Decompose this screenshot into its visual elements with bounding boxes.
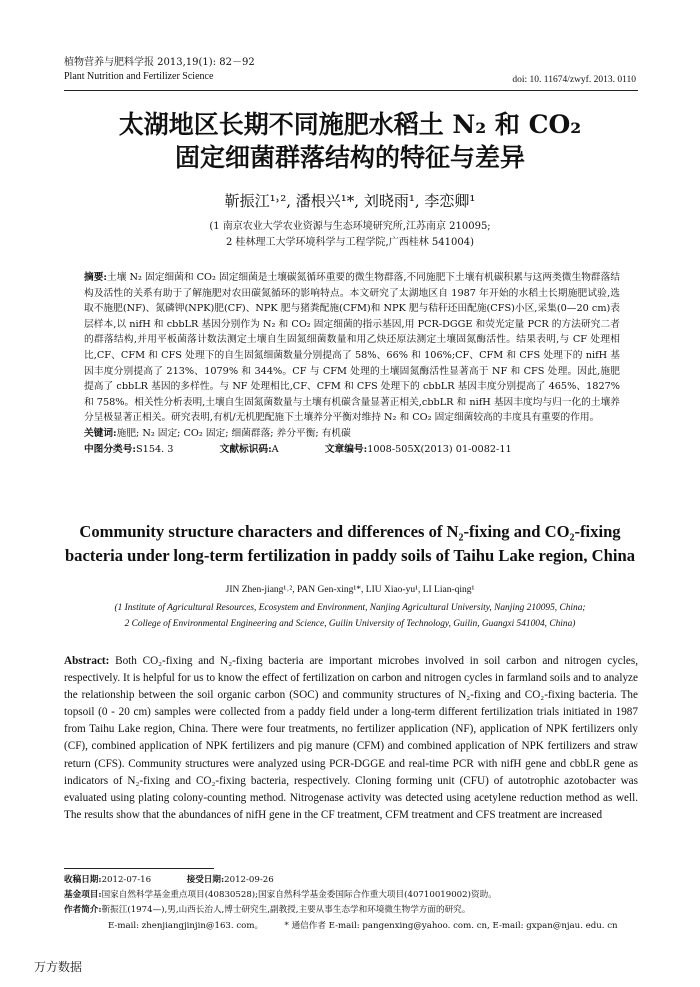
bio-text: 靳振江(1974—),男,山西长治人,博士研究生,副教授,主要从事生态学和环境微生物学方面的研究。 bbox=[101, 905, 471, 915]
footnote-divider bbox=[64, 868, 214, 869]
fund-label: 基金项目: bbox=[64, 890, 102, 900]
journal-name-cn: 植物营养与肥料学报 2013,19(1): 82－92 bbox=[64, 57, 255, 68]
abstract-en-label: Abstract: bbox=[64, 655, 110, 667]
doc-code-label: 文献标识码: bbox=[219, 443, 272, 455]
doc-code-value: A bbox=[271, 443, 279, 455]
fund-text: 国家自然科学基金重点项目(40830528);国家自然科学基金委国际合作重大项目(40710019002)资助。 bbox=[101, 890, 497, 900]
clc-label: 中图分类号: bbox=[84, 443, 137, 455]
corresponding-email: * 通信作者 E-mail: pangenxing@yahoo. com. cn, E-mail: gxpan@njau. edu. cn bbox=[284, 921, 618, 931]
doi: doi: 10. 11674/zwyf. 2013. 0110 bbox=[512, 75, 636, 85]
abstract-cn bbox=[84, 270, 620, 457]
received-label: 收稿日期: bbox=[64, 875, 102, 885]
title-en-line2: bacteria under long-term fertilization in paddy soils of Taihu Lake region, China bbox=[64, 546, 636, 565]
title-en-line1: Community structure characters and differences of N₂-fixing and CO₂-fixing bbox=[79, 522, 621, 541]
article-no-label: 文章编号: bbox=[324, 443, 368, 455]
title-cn-line1: 太湖地区长期不同施肥水稻土 N₂ 和 CO₂ bbox=[118, 110, 582, 139]
affiliation-en-1: (1 Institute of Agricultural Resources, Ecosystem and Environment, Nanjing Agricultural University, Nanjing 210095, China; bbox=[114, 603, 586, 613]
abstract-cn-text: 土壤 N₂ 固定细菌和 CO₂ 固定细菌是土壤碳氮循环重要的微生物群落,不同施肥下土壤有机碳积累与这两类微生物群落结构及活性的关系有助于了解施肥对农田碳氮循环的影响特点。本文研究了太湖地区自 1987 年开始的水稻土长期施肥试验,选取不施肥(NF)、氮磷钾(NPK)肥(CF)、NPK 肥与猪粪配施(CFM)和 NPK 肥与秸秆还田配施(CFS)小区,采集(0—20 cm)表层样本,以 nifH 和 cbbLR 基因分别作为 N₂ 和 CO₂ 固定细菌的指示基因,用 PCR-DGGE 和荧光定量 PCR 的方法研究二者的群落结构,并用平板菌落计数法测定土壤自生固氮细菌数量和用乙炔还原法测定土壤固氮酶活性。结果表明,与 CF 处理相比,CF、CFM 和 CFS 处理下的自生固氮细菌数量分别提高了 58%、66% 和 106%;CF、CFM 和 CFS 处理下的 nifH 基因丰度分别提高了 213%、1079% 和 344%。CF 与 CFM 处理的土壤固氮酶活性显著高于 NF 和 CFS 处理。因此,施肥提高了 cbbLR 基因的多样性。与 NF 处理相比,CF、CFM 和 CFS 处理下的 cbbLR 基因丰度分别提高了 465%、1827% 和 758%。相关性分析表明,土壤自生固氮菌数量与土壤有机碳含量显著正相关,cbbLR 和 nifH 基因丰度均与归一化的土壤养分呈极显著正相关。研究表明,有机/无机肥配施下土壤养分平衡对维持 N₂ 和 CO₂ 固定细菌较高的丰度具有重要的作用。 bbox=[84, 272, 620, 424]
title-cn-line2: 固定细菌群落结构的特征与差异 bbox=[174, 143, 525, 172]
affiliation-en-2: 2 College of Environmental Engineering and Science, Guilin University of Technology, Guilin, Guangxi 541004, China) bbox=[124, 619, 576, 629]
clc-value: S154. 3 bbox=[136, 443, 174, 455]
accepted-label: 接受日期: bbox=[186, 875, 225, 885]
bio-label: 作者简介: bbox=[64, 905, 102, 915]
affiliation-cn-1: (1 南京农业大学农业资源与生态环境研究所,江苏南京 210095; bbox=[209, 221, 491, 232]
keywords-text: 施肥; N₂ 固定; CO₂ 固定; 细菌群落; 养分平衡; 有机碳 bbox=[116, 427, 351, 439]
wanfang-watermark: 万方数据 bbox=[34, 960, 83, 974]
footnote-bio bbox=[64, 904, 644, 917]
footnote-dates bbox=[64, 874, 644, 887]
article-no-value: 1008-505X(2013) 01-0082-11 bbox=[367, 443, 512, 455]
abstract-en bbox=[64, 653, 638, 824]
authors-en: JIN Zhen-jiang¹˒², PAN Gen-xing¹*, LIU Xiao-yu¹, LI Lian-qing¹ bbox=[225, 585, 475, 595]
abstract-en-text: Both CO₂-fixing and N₂-fixing bacteria are important microbes involved in soil carbon and nitrogen cycles, respectively. It is helpful for us to know the effect of fertilization on carbon and nitrogen cycles in farmland soils and to analyze the relationship between the soil organic carbon (SOC) and community structures of N₂-fixing and CO₂-fixing bacteria. The topsoil (0 - 20 cm) samples were collected from a paddy field under a long-term different fertilization trials initiated in 1987 from Taihu Lake region, China. There were four treatments, no fertilizer application (NF), application of NPK fertilizers only (CF), combined application of NPK fertilizers and pig manure (CFM) and combined application of NPK fertilizers and straw return (CFS). Community structures were analyzed using PCR-DGGE and real-time PCR with nifH gene and cbbLR gene as indicators of N₂-fixing and CO₂-fixing bacteria, respectively. Cloning forming unit (CFU) of autotrophic azotobacter was evaluated using plating colony-counting method. Nitrogenase activity was detected using acetylene reduction method as well. The results show that the abundances of nifH gene in the CF treatment, CFM treatment and CFS treatment are increased bbox=[64, 655, 638, 821]
journal-name-en: Plant Nutrition and Fertilizer Science bbox=[64, 71, 214, 82]
authors-cn: 靳振江¹˒², 潘根兴¹*, 刘晓雨¹, 李恋卿¹ bbox=[224, 192, 476, 210]
footnote-email bbox=[64, 920, 688, 933]
classification-row bbox=[84, 442, 620, 458]
received-date: 2012-07-16 bbox=[101, 875, 152, 885]
keywords-label: 关键词: bbox=[84, 427, 117, 439]
author-email: E-mail: zhenjiangjinjin@163. com。 bbox=[108, 921, 264, 931]
accepted-date: 2012-09-26 bbox=[224, 875, 274, 885]
abstract-cn-label: 摘要: bbox=[84, 272, 107, 283]
journal-header bbox=[64, 56, 255, 84]
affiliation-cn-2: 2 桂林理工大学环境科学与工程学院,广西桂林 541004) bbox=[226, 237, 474, 248]
keywords-cn bbox=[84, 426, 620, 442]
footnote-fund bbox=[64, 889, 644, 902]
header-divider bbox=[64, 90, 638, 91]
